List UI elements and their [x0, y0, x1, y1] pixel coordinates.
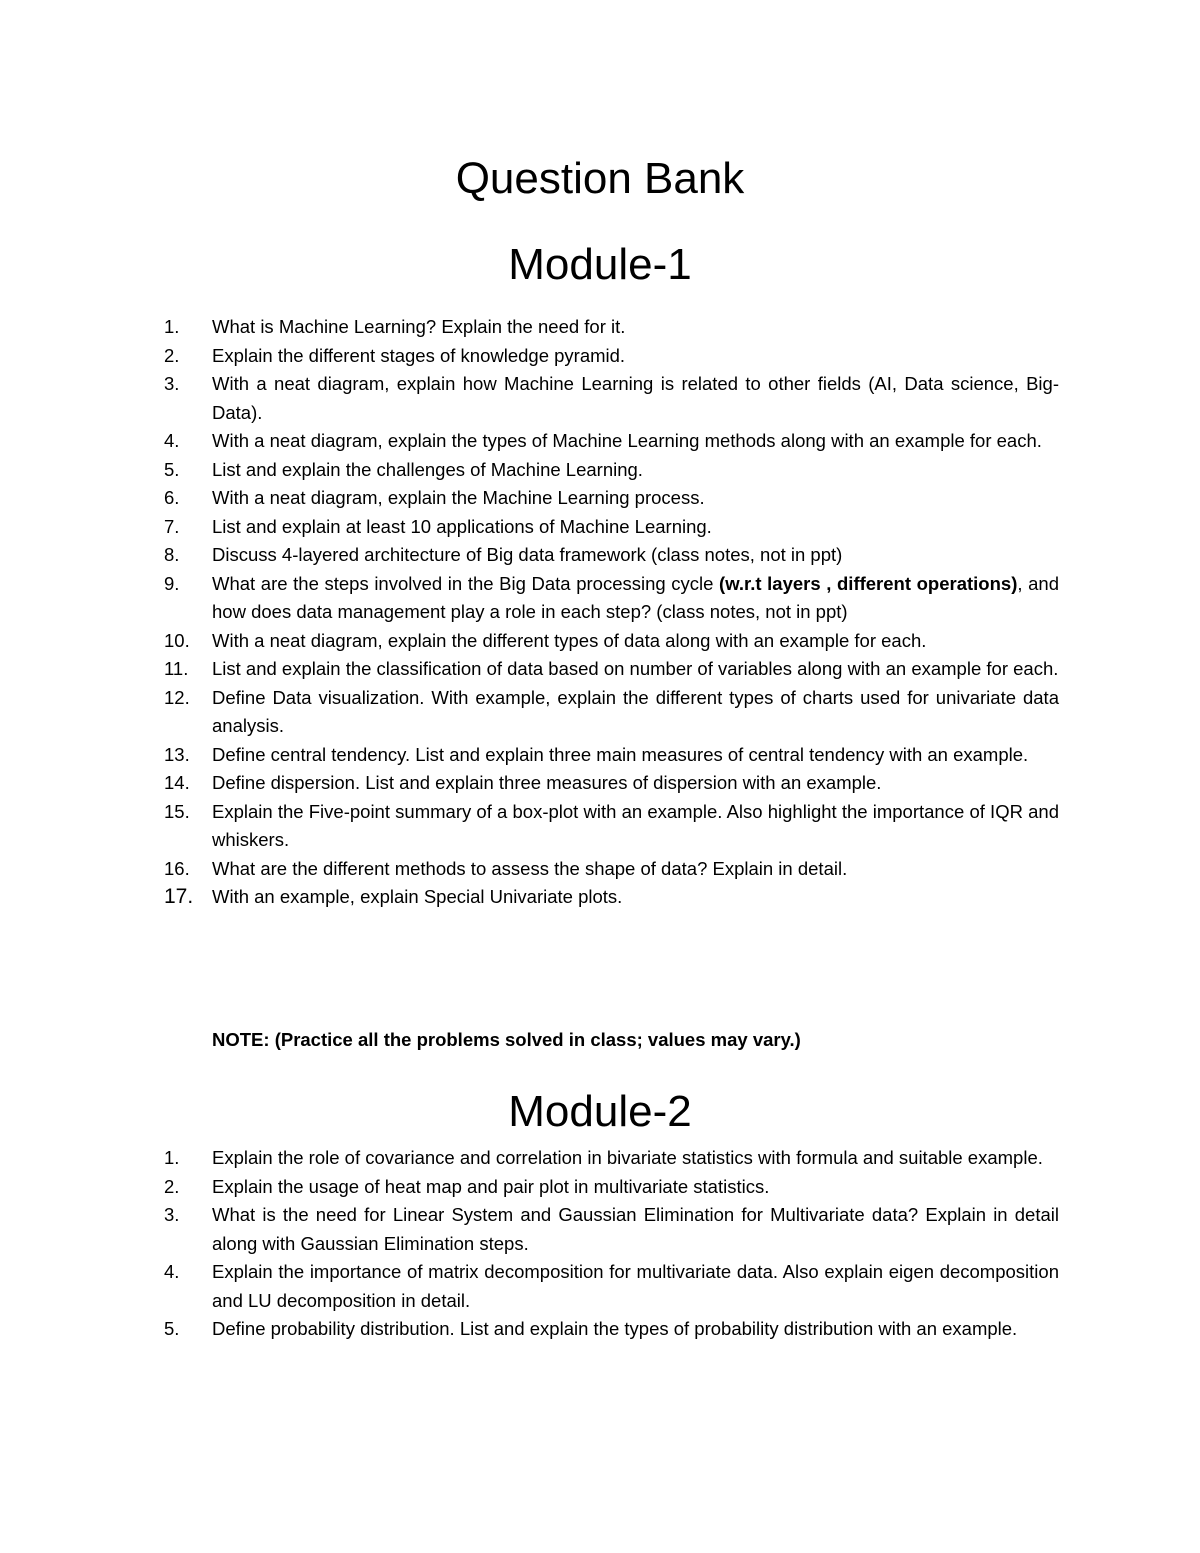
question-item — [164, 427, 1059, 456]
question-text: Define probability distribution. List and explain the types of probability distribution with an example. — [212, 1318, 1018, 1339]
question-number: 3. — [164, 1204, 180, 1225]
question-item — [164, 342, 1059, 371]
question-item — [164, 1201, 1059, 1258]
question-text-part: , and how does data management play a role in each step? (class notes, not in ppt) — [212, 572, 1059, 622]
question-text: With a neat diagram, explain how Machine Learning is related to other fields (AI, Data science, Big-Data). — [212, 373, 1059, 423]
document-title: Question Bank — [455, 154, 745, 203]
question-text-emphasis: (w.r.t layers , different operations) — [719, 572, 1018, 594]
question-number: 1. — [164, 316, 180, 337]
question-text: What is Machine Learning? Explain the need for it. — [212, 316, 626, 337]
question-text: List and explain the classification of data based on number of variables along with an example for each. — [212, 658, 1059, 679]
practice-note: NOTE: (Practice all the problems solved in class; values may vary.) — [212, 1029, 801, 1050]
question-text: Explain the different stages of knowledge pyramid. — [212, 344, 626, 366]
question-number: 6. — [164, 487, 180, 508]
question-item — [164, 1173, 1059, 1202]
module-2-question-list — [164, 1144, 1059, 1344]
question-number: 9. — [164, 572, 180, 594]
question-item — [164, 370, 1059, 427]
question-number: 3. — [164, 373, 180, 394]
question-item — [164, 684, 1059, 741]
question-item — [164, 484, 1059, 513]
question-item — [164, 456, 1059, 485]
question-item — [164, 1258, 1059, 1315]
question-number: 2. — [164, 344, 180, 366]
question-item — [164, 655, 1059, 684]
module-1-question-list — [164, 313, 1059, 912]
module-2-heading: Module-2 — [508, 1087, 692, 1136]
question-text: Define dispersion. List and explain three measures of dispersion with an example. — [212, 772, 882, 793]
question-number: 5. — [164, 1318, 180, 1339]
question-text: With a neat diagram, explain the Machine Learning process. — [212, 487, 705, 508]
question-item — [164, 883, 1059, 912]
question-number: 14. — [164, 772, 190, 793]
question-number: 15. — [164, 800, 190, 822]
question-text: With an example, explain Special Univariate plots. — [212, 886, 623, 907]
question-number: 2. — [164, 1175, 180, 1197]
question-text: Explain the usage of heat map and pair plot in multivariate statistics. — [212, 1175, 770, 1197]
question-number: 4. — [164, 1261, 180, 1282]
question-number: 11. — [164, 658, 189, 679]
question-number: 10. — [164, 629, 190, 651]
question-text: Define central tendency. List and explain three main measures of central tendency with an example. — [212, 743, 1029, 765]
question-text-part: What are the steps involved in the Big Data processing cycle — [212, 572, 720, 594]
question-text: What are the different methods to assess the shape of data? Explain in detail. — [212, 857, 848, 879]
question-text: With a neat diagram, explain the types of Machine Learning methods along with an example for each. — [212, 430, 1042, 451]
question-number: 7. — [164, 515, 180, 537]
question-item — [164, 570, 1059, 627]
question-number: 8. — [164, 544, 180, 565]
question-number: 1. — [164, 1147, 180, 1168]
question-text: Explain the importance of matrix decomposition for multivariate data. Also explain eigen decomposition and LU decomposition in detail. — [212, 1261, 1059, 1311]
question-item — [164, 627, 1059, 656]
question-item — [164, 1144, 1059, 1173]
question-item — [164, 541, 1059, 570]
question-item — [164, 1315, 1059, 1344]
module-1-heading: Module-1 — [508, 240, 692, 289]
question-item — [164, 513, 1059, 542]
question-item — [164, 855, 1059, 884]
question-text: With a neat diagram, explain the different types of data along with an example for each. — [212, 629, 927, 651]
question-text: Discuss 4-layered architecture of Big data framework (class notes, not in ppt) — [212, 544, 843, 565]
question-number: 5. — [164, 458, 180, 480]
question-text: List and explain the challenges of Machine Learning. — [212, 458, 643, 480]
question-item — [164, 741, 1059, 770]
question-item — [164, 798, 1059, 855]
question-number: 12. — [164, 686, 190, 708]
question-text: Explain the Five-point summary of a box-plot with an example. Also highlight the importance of IQR and whiskers. — [212, 800, 1059, 850]
question-number: 4. — [164, 430, 180, 451]
question-number: 16. — [164, 857, 190, 879]
question-text: Explain the role of covariance and correlation in bivariate statistics with formula and suitable example. — [212, 1147, 1043, 1168]
question-number: 13. — [164, 743, 190, 765]
question-text: Define Data visualization. With example, explain the different types of charts used for univariate data analysis. — [212, 686, 1059, 736]
question-item — [164, 313, 1059, 342]
question-number: 17. — [164, 885, 194, 908]
question-text: What is the need for Linear System and Gaussian Elimination for Multivariate data? Explain in detail along with Gaussian Elimination steps. — [212, 1204, 1059, 1254]
question-text: List and explain at least 10 applications of Machine Learning. — [212, 515, 712, 537]
question-item — [164, 769, 1059, 798]
